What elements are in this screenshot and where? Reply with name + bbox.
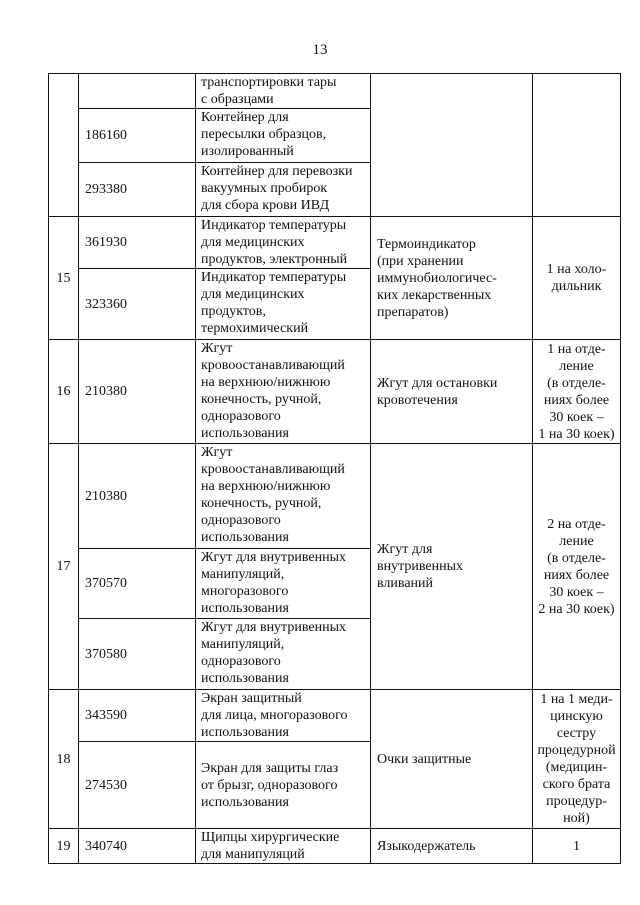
- code-cell: 186160: [79, 109, 196, 163]
- table-row: [49, 690, 621, 742]
- code-cell: 361930: [79, 217, 196, 269]
- equipment-cell: Жгут для внутривенных вливаний: [371, 444, 533, 690]
- equipment-cell: Очки защитные: [371, 690, 533, 829]
- name-cell: транспортировки тары с образцами: [196, 74, 371, 109]
- equipment-cell: Языкодержатель: [371, 829, 533, 864]
- quantity-cell: [533, 74, 621, 217]
- name-cell: Индикатор температуры для медицинских продуктов, термохимический: [196, 269, 371, 340]
- quantity-cell: 1 на 1 меди- цинскую сестру процедурной (медицин- ского брата процедур- ной): [533, 690, 621, 829]
- page-number: 13: [312, 42, 328, 58]
- name-cell: Контейнер для перевозки вакуумных пробирок для сбора крови ИВД: [196, 163, 371, 217]
- name-cell: Контейнер для пересылки образцов, изолированный: [196, 109, 371, 163]
- code-cell: 210380: [79, 444, 196, 549]
- row-number-cell: 15: [49, 217, 79, 340]
- code-cell: 210380: [79, 340, 196, 444]
- code-cell: 370580: [79, 619, 196, 690]
- equipment-cell: [371, 74, 533, 217]
- quantity-cell: 2 на отде- ление (в отделе- ниях более 30 коек – 2 на 30 коек): [533, 444, 621, 690]
- row-number-cell: 18: [49, 690, 79, 829]
- table-row: [49, 340, 621, 444]
- table-row: [49, 74, 621, 109]
- name-cell: Экран защитный для лица, многоразового использования: [196, 690, 371, 742]
- code-cell: 323360: [79, 269, 196, 340]
- equipment-cell: Термоиндикатор (при хранении иммунобиологичес- ких лекарственных препаратов): [371, 217, 533, 340]
- quantity-cell: 1 на холо- дильник: [533, 217, 621, 340]
- name-cell: Щипцы хирургические для манипуляций: [196, 829, 371, 864]
- code-cell: 274530: [79, 742, 196, 829]
- code-cell: 343590: [79, 690, 196, 742]
- name-cell: Индикатор температуры для медицинских продуктов, электронный: [196, 217, 371, 269]
- name-cell: Жгут кровоостанавливающий на верхнюю/нижнюю конечность, ручной, одноразового использования: [196, 444, 371, 549]
- table-row: [49, 444, 621, 549]
- name-cell: Жгут для внутривенных манипуляций, одноразового использования: [196, 619, 371, 690]
- row-number-cell: 16: [49, 340, 79, 444]
- row-number-cell: 17: [49, 444, 79, 690]
- row-number-cell: [49, 74, 79, 217]
- quantity-cell: 1: [533, 829, 621, 864]
- row-number-cell: 19: [49, 829, 79, 864]
- table-row: [49, 217, 621, 269]
- name-cell: Жгут кровоостанавливающий на верхнюю/нижнюю конечность, ручной, одноразового использования: [196, 340, 371, 444]
- code-cell: [79, 74, 196, 109]
- table-row: [49, 829, 621, 864]
- name-cell: Жгут для внутривенных манипуляций, многоразового использования: [196, 549, 371, 619]
- equipment-table: [48, 73, 621, 864]
- code-cell: 293380: [79, 163, 196, 217]
- code-cell: 340740: [79, 829, 196, 864]
- equipment-cell: Жгут для остановки кровотечения: [371, 340, 533, 444]
- code-cell: 370570: [79, 549, 196, 619]
- name-cell: Экран для защиты глаз от брызг, одноразового использования: [196, 742, 371, 829]
- quantity-cell: 1 на отде- ление (в отделе- ниях более 30 коек – 1 на 30 коек): [533, 340, 621, 444]
